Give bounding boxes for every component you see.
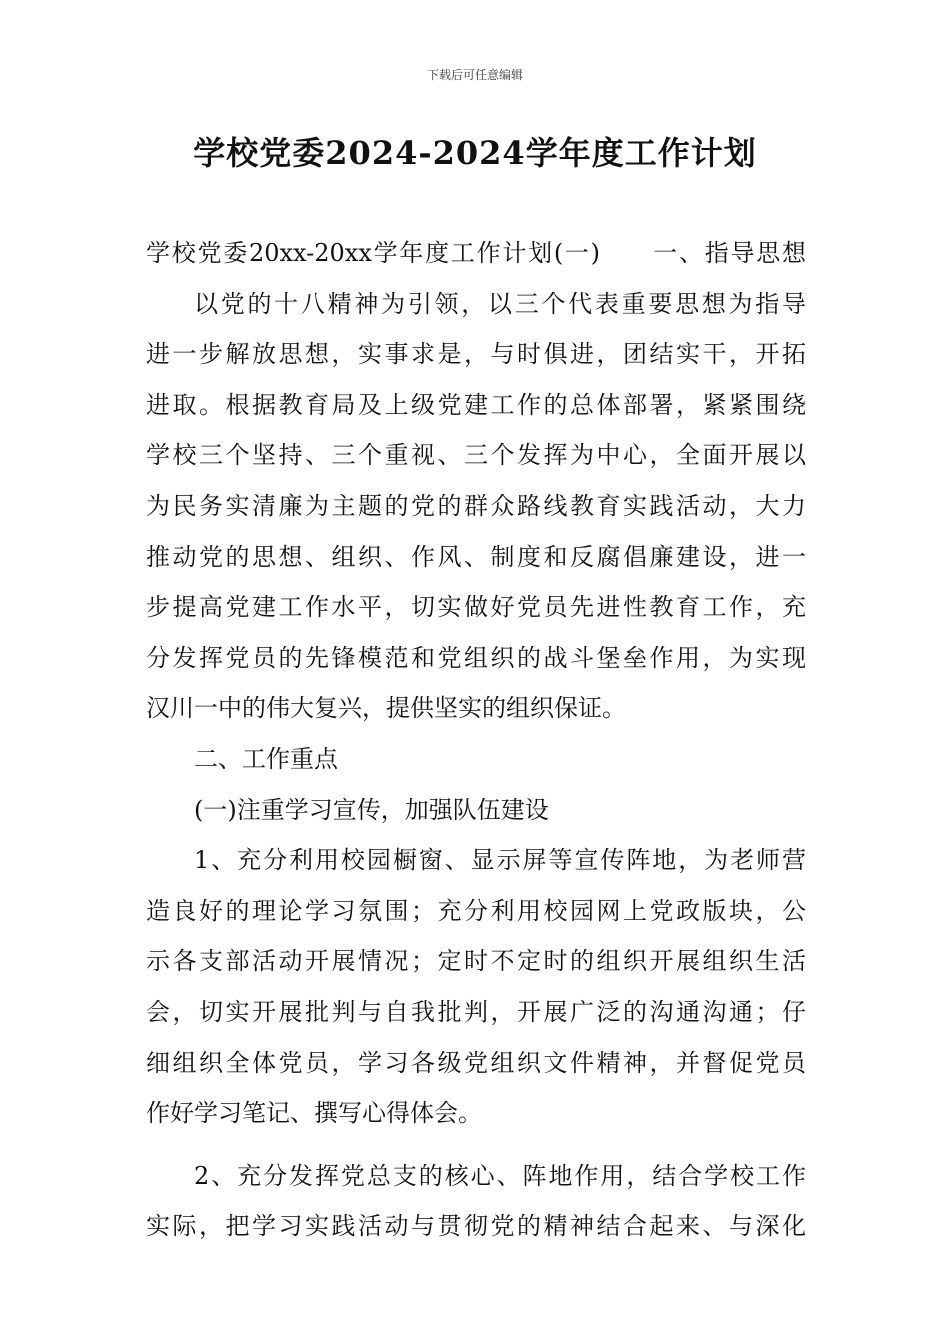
body-line: 示各支部活动开展情况；定时不定时的组织开展组织生活 bbox=[146, 947, 806, 976]
body-line: 1、充分利用校园橱窗、显示屏等宣传阵地，为老师营 bbox=[194, 846, 806, 875]
subsection-heading: (一)注重学习宣传，加强队伍建设 bbox=[194, 795, 549, 824]
section-heading: 二、工作重点 bbox=[194, 744, 338, 773]
body-line: 进一步解放思想，实事求是，与时俱进，团结实干，开拓 bbox=[146, 340, 806, 369]
body-line: 实际，把学习实践活动与贯彻党的精神结合起来、与深化 bbox=[146, 1212, 806, 1241]
body-line: 会，切实开展批判与自我批判，开展广泛的沟通沟通；仔 bbox=[146, 997, 806, 1026]
body-line: 汉川一中的伟大复兴，提供坚实的组织保证。 bbox=[146, 694, 626, 723]
body-line: 作好学习笔记、撰写心得体会。 bbox=[146, 1099, 482, 1128]
body-line: 2、充分发挥党总支的核心、阵地作用，结合学校工作 bbox=[194, 1161, 806, 1190]
body-line: 细组织全体党员，学习各级党组织文件精神，并督促党员 bbox=[146, 1048, 806, 1077]
body-line: 为民务实清廉为主题的党的群众路线教育实践活动，大力 bbox=[146, 491, 806, 520]
document-body bbox=[146, 228, 806, 1252]
body-line: 推动党的思想、组织、作风、制度和反腐倡廉建设，进一 bbox=[146, 542, 806, 571]
body-line: 造良好的理论学习氛围；充分利用校园网上党政版块，公 bbox=[146, 896, 806, 925]
document-title: 学校党委2024-2024学年度工作计划 bbox=[193, 134, 757, 172]
page-header-note: 下载后可任意编辑 bbox=[426, 68, 523, 82]
body-line-intro: 学校党委20xx-20xx学年度工作计划(一) 一、指导思想 bbox=[146, 239, 806, 267]
body-line: 学校三个坚持、三个重视、三个发挥为中心，全面开展以 bbox=[146, 441, 806, 470]
body-line: 步提高党建工作水平，切实做好党员先进性教育工作，充 bbox=[146, 593, 806, 622]
body-line: 分发挥党员的先锋模范和党组织的战斗堡垒作用，为实现 bbox=[146, 643, 806, 672]
body-line: 进取。根据教育局及上级党建工作的总体部署，紧紧围绕 bbox=[146, 390, 806, 419]
body-line: 以党的十八精神为引领，以三个代表重要思想为指导 bbox=[194, 289, 806, 318]
